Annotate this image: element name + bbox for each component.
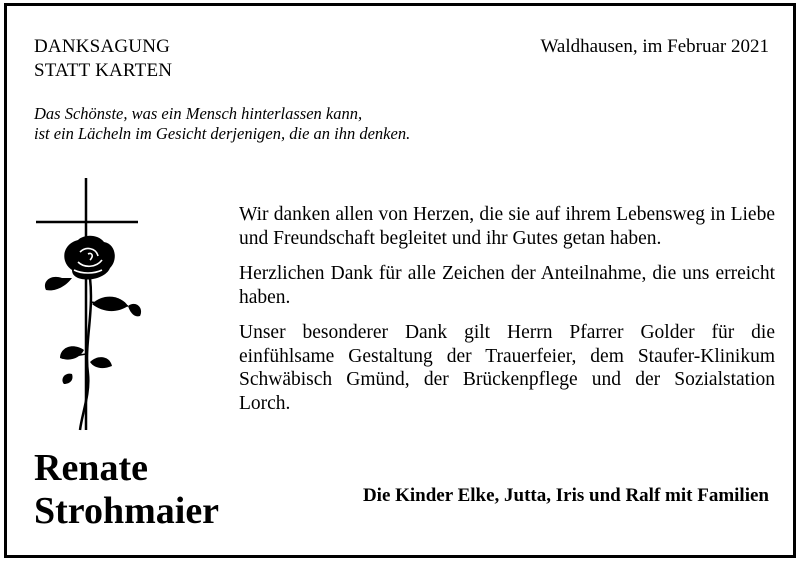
place-date: Waldhausen, im Februar 2021 (540, 36, 769, 57)
deceased-name (34, 447, 219, 533)
quote-line1: Das Schönste, was ein Mensch hinterlassen kann, (34, 104, 363, 123)
header-title (34, 35, 172, 83)
deceased-first-name: Renate (34, 447, 148, 489)
thanks-text (239, 203, 775, 427)
header-title-line1: DANKSAGUNG (34, 36, 171, 57)
obituary-card (4, 3, 796, 558)
quote-line2: ist ein Lächeln im Gesicht derjenigen, die an ihn denken. (34, 124, 411, 143)
thanks-paragraph-3: Unser besonderer Dank gilt Herrn Pfarrer Golder für die einfühlsame Gestaltung der Trauerfeier, dem Staufer-Klinikum Schwäbisch Gmünd, der Brückenpflege und der Sozialstation Lorch. (239, 322, 775, 414)
cross-with-rose-icon (32, 174, 152, 434)
memorial-quote (34, 104, 410, 144)
deceased-last-name: Strohmaier (34, 490, 220, 532)
header-title-line2: STATT KARTEN (34, 60, 173, 81)
family-signature: Die Kinder Elke, Jutta, Iris und Ralf mit Familien (362, 485, 769, 506)
thanks-paragraph-1: Wir danken allen von Herzen, die sie auf ihrem Lebensweg in Liebe und Freundschaft begleitet und ihr Gutes getan haben. (239, 204, 775, 249)
thanks-paragraph-2: Herzlichen Dank für alle Zeichen der Anteilnahme, die uns erreicht haben. (239, 263, 775, 308)
